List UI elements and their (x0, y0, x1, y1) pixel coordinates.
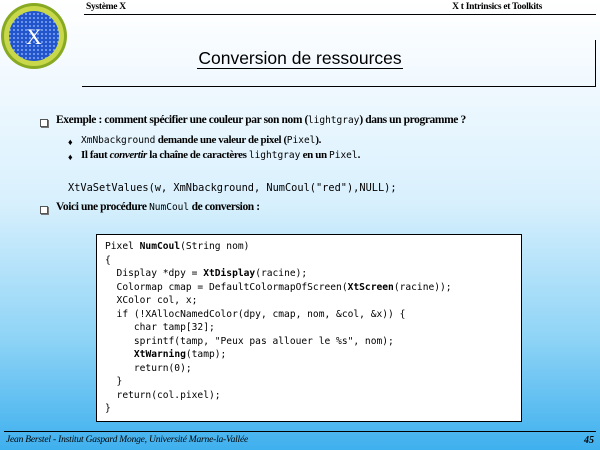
slide-title: Conversion de ressources (198, 48, 402, 68)
bullet-square-2 (40, 206, 48, 214)
bullet-square-1 (40, 119, 48, 127)
sub-bullet-1: XmNbackground demande une valeur de pixel (Pixel). (81, 134, 322, 146)
bullet-2: Voici une procédure NumCoul de conversion : (56, 201, 260, 213)
header-left-text: Système X (86, 2, 126, 12)
footer-rule (4, 431, 596, 432)
diamond-bullet-2: ♦ (68, 152, 73, 162)
code-listing: Pixel NumCoul(String nom) { Display *dpy = XtDisplay(racine); Colormap cmap = DefaultColormapOfScreen(XtScreen(racine)); XColor col, x; if (!XAllocNamedColor(dpy, cmap, nom, &col, &x)) { char tamp[32]; sprintf(tamp, "Peux pas allouer le %s", nom); XtWarning(tamp); return(0); } return(col.pixel); } (105, 241, 452, 414)
footer-author: Jean Berstel - Institut Gaspard Monge, Université Marne-la-Vallée (6, 435, 249, 445)
code-box (96, 234, 522, 422)
bullet-1: Exemple : comment spécifier une couleur par son nom (lightgray) dans un programme ? (56, 114, 466, 126)
page-number: 45 (584, 435, 594, 446)
header-rule (84, 14, 596, 15)
code-example-line: XtVaSetValues(w, XmNbackground, NumCoul("red"),NULL); (68, 182, 397, 194)
diamond-bullet-1: ♦ (68, 137, 73, 147)
logo-letter: X (26, 24, 42, 49)
header-right-text: X t Intrinsics et Toolkits (452, 2, 542, 12)
sub-bullet-2: Il faut convertir la chaîne de caractères lightgray en un Pixel. (81, 149, 360, 161)
